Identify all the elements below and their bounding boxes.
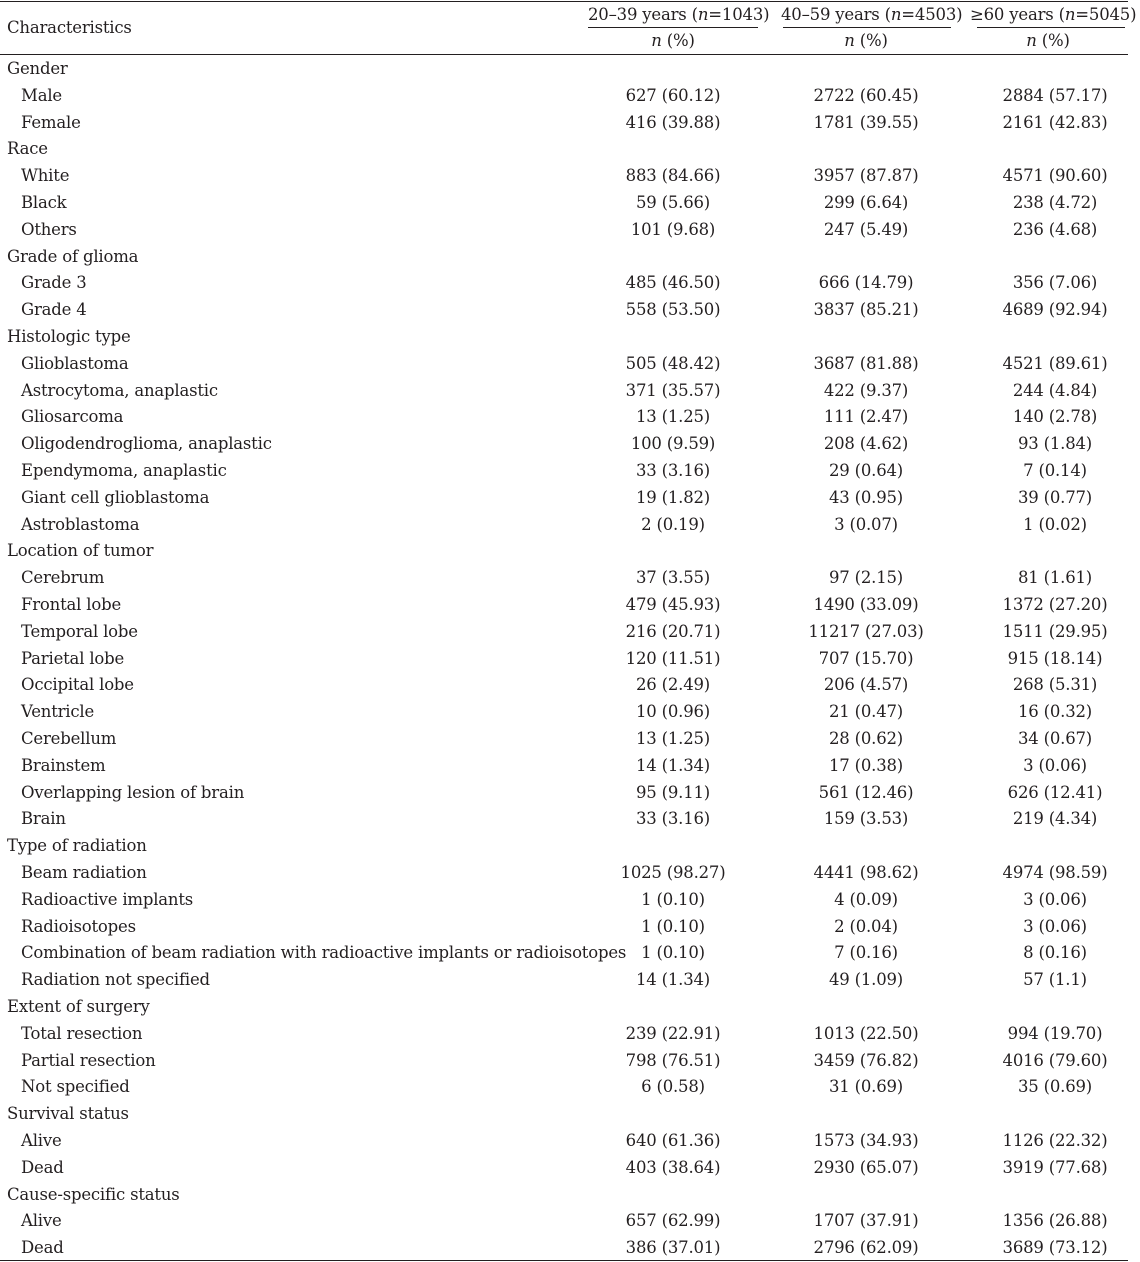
cell-value: 3 (0.06): [1023, 889, 1087, 909]
row-label: Occipital lobe: [21, 675, 134, 695]
cell-value: 883 (84.66): [625, 166, 721, 186]
cell-value: 208 (4.62): [823, 434, 909, 454]
cell-value: 10 (0.96): [635, 702, 711, 722]
cell-value: 627 (60.12): [625, 85, 721, 105]
cell-value: 14 (1.34): [635, 755, 711, 775]
cell-value: 666 (14.79): [818, 273, 914, 293]
row-label: Parietal lobe: [21, 648, 125, 668]
table-row: [0, 672, 1128, 699]
col-unit-60-plus: n (%): [1026, 31, 1070, 50]
table-row: [0, 431, 1128, 458]
cell-value: 159 (3.53): [823, 809, 909, 829]
cell-value: 33 (3.16): [635, 461, 711, 480]
col-rule-60-plus: [977, 27, 1125, 28]
cell-value: 49 (1.09): [828, 970, 904, 990]
cell-value: 657 (62.99): [625, 1211, 721, 1231]
cell-value: 95 (9.11): [635, 782, 711, 802]
table-row: [0, 110, 1128, 137]
row-label: Oligodendroglioma, anaplastic: [21, 434, 272, 454]
cell-value: 120 (11.51): [625, 648, 721, 668]
cell-value: 640 (61.36): [625, 1131, 721, 1150]
cell-value: 1372 (27.20): [1002, 595, 1108, 614]
cell-value: 14 (1.34): [635, 970, 711, 990]
cell-value: 371 (35.57): [625, 380, 721, 400]
row-label: Alive: [21, 1211, 62, 1231]
cell-value: 101 (9.68): [630, 219, 716, 239]
table-row: [0, 860, 1128, 887]
cell-value: 219 (4.34): [1012, 809, 1098, 829]
row-label: Total resection: [21, 1023, 143, 1043]
cell-value: 2722 (60.45): [813, 85, 919, 105]
row-label: Grade 4: [21, 300, 87, 320]
table-row: [0, 1021, 1128, 1048]
cell-value: 2930 (65.07): [813, 1157, 919, 1177]
cell-value: 35 (0.69): [1017, 1077, 1093, 1097]
cell-value: 111 (2.47): [823, 407, 909, 427]
table-row: [0, 726, 1128, 753]
col-header-20-39: 20–39 years (n=1043): [588, 5, 770, 24]
cell-value: 1 (0.02): [1023, 514, 1087, 534]
cell-value: 43 (0.95): [828, 487, 904, 507]
cell-value: 626 (12.41): [1007, 782, 1103, 802]
cell-value: 100 (9.59): [630, 434, 716, 454]
category-label: Location of tumor: [7, 541, 154, 561]
table-row: [0, 1208, 1128, 1235]
col-rule-40-59: [783, 27, 951, 28]
category-label: Histologic type: [7, 327, 131, 346]
cell-value: 11217 (27.03): [808, 621, 924, 641]
cell-value: 2796 (62.09): [813, 1238, 919, 1258]
cell-value: 1707 (37.91): [813, 1211, 919, 1231]
row-label: Alive: [21, 1131, 62, 1150]
table-row: [0, 565, 1128, 592]
row-label: Female: [21, 112, 81, 132]
row-label: Black: [21, 193, 67, 212]
row-label: Others: [21, 219, 77, 239]
cell-value: 3687 (81.88): [813, 353, 919, 373]
cell-value: 236 (4.68): [1012, 219, 1098, 239]
table-row: [0, 780, 1128, 807]
category-row: [0, 136, 1128, 163]
cell-value: 1 (0.10): [641, 889, 705, 909]
cell-value: 1356 (26.88): [1002, 1211, 1108, 1231]
category-row: [0, 833, 1128, 860]
cell-value: 4571 (90.60): [1002, 166, 1108, 186]
table-row: [0, 592, 1128, 619]
cell-value: 6 (0.58): [641, 1077, 705, 1097]
cell-value: 28 (0.62): [828, 729, 904, 748]
table-row: [0, 1048, 1128, 1075]
table-row: [0, 646, 1128, 673]
cell-value: 13 (1.25): [635, 729, 711, 748]
col-header-60-plus: ≥60 years (n=5045): [970, 5, 1137, 24]
cell-value: 57 (1.1): [1023, 970, 1087, 990]
table-row: [0, 217, 1128, 244]
row-label: Not specified: [21, 1077, 130, 1097]
category-row: [0, 324, 1128, 351]
row-label: Beam radiation: [21, 863, 147, 882]
cell-value: 39 (0.77): [1017, 487, 1093, 507]
cell-value: 3 (0.06): [1023, 755, 1087, 775]
col-unit-20-39: n (%): [651, 31, 695, 50]
cell-value: 37 (3.55): [635, 568, 711, 588]
cell-value: 299 (6.64): [823, 193, 909, 212]
table-row: [0, 512, 1128, 539]
table-row: [0, 753, 1128, 780]
category-row: [0, 56, 1128, 83]
cell-value: 16 (0.32): [1017, 702, 1093, 722]
table-row: [0, 1155, 1128, 1182]
category-row: [0, 244, 1128, 271]
bottom-rule: [0, 1260, 1128, 1261]
cell-value: 17 (0.38): [828, 755, 904, 775]
cell-value: 93 (1.84): [1017, 434, 1093, 454]
cell-value: 244 (4.84): [1012, 380, 1098, 400]
cell-value: 1025 (98.27): [620, 863, 726, 882]
cell-value: 4974 (98.59): [1002, 863, 1108, 882]
row-label: Frontal lobe: [21, 595, 122, 614]
cell-value: 1781 (39.55): [813, 112, 919, 132]
cell-value: 2161 (42.83): [1002, 112, 1108, 132]
cell-value: 140 (2.78): [1012, 407, 1098, 427]
cell-value: 206 (4.57): [823, 675, 909, 695]
cell-value: 558 (53.50): [625, 300, 721, 320]
cell-value: 8 (0.16): [1023, 943, 1087, 963]
row-label: Gliosarcoma: [21, 407, 124, 427]
row-label: Dead: [21, 1238, 64, 1258]
cell-value: 3689 (73.12): [1002, 1238, 1108, 1258]
table-row: [0, 163, 1128, 190]
row-label: Radioactive implants: [21, 889, 194, 909]
category-row: [0, 994, 1128, 1021]
row-label: Ventricle: [21, 702, 95, 722]
table-row: [0, 967, 1128, 994]
cell-value: 33 (3.16): [635, 809, 711, 829]
row-label: Glioblastoma: [21, 353, 129, 373]
cell-value: 238 (4.72): [1012, 193, 1098, 212]
cell-value: 4016 (79.60): [1002, 1050, 1108, 1070]
category-row: [0, 1101, 1128, 1128]
cell-value: 1 (0.10): [641, 943, 705, 963]
category-label: Extent of surgery: [7, 997, 150, 1016]
cell-value: 416 (39.88): [625, 112, 721, 132]
row-label: Overlapping lesion of brain: [21, 782, 245, 802]
cell-value: 7 (0.16): [834, 943, 898, 963]
table-row: [0, 351, 1128, 378]
top-rule: [0, 1, 1128, 2]
cell-value: 2884 (57.17): [1002, 85, 1108, 105]
cell-value: 21 (0.47): [828, 702, 904, 722]
table-row: [0, 1235, 1128, 1262]
cell-value: 798 (76.51): [625, 1050, 721, 1070]
cell-value: 403 (38.64): [625, 1157, 721, 1177]
row-label: Giant cell glioblastoma: [21, 487, 210, 507]
row-label: Brainstem: [21, 755, 106, 775]
cell-value: 3957 (87.87): [813, 166, 919, 186]
table-row: [0, 270, 1128, 297]
cell-value: 1511 (29.95): [1002, 621, 1108, 641]
cell-value: 59 (5.66): [635, 193, 711, 212]
row-label: Grade 3: [21, 273, 87, 293]
cell-value: 216 (20.71): [625, 621, 721, 641]
category-row: [0, 538, 1128, 565]
cell-value: 2 (0.04): [834, 916, 898, 936]
row-label: Cerebellum: [21, 729, 117, 748]
cell-value: 4 (0.09): [834, 889, 898, 909]
row-label: Temporal lobe: [21, 621, 138, 641]
row-label: Partial resection: [21, 1050, 156, 1070]
table-row: [0, 404, 1128, 431]
row-label: Radiation not specified: [21, 970, 210, 990]
cell-value: 3 (0.06): [1023, 916, 1087, 936]
category-label: Gender: [7, 59, 68, 78]
cell-value: 4689 (92.94): [1002, 300, 1108, 320]
table-row: [0, 485, 1128, 512]
cell-value: 7 (0.14): [1023, 461, 1087, 480]
cell-value: 19 (1.82): [635, 487, 711, 507]
cell-value: 268 (5.31): [1012, 675, 1098, 695]
table-row: [0, 699, 1128, 726]
row-label: Astrocytoma, anaplastic: [21, 380, 218, 400]
col-header-40-59: 40–59 years (n=4503): [781, 5, 963, 24]
table-row: [0, 914, 1128, 941]
cell-value: 422 (9.37): [823, 380, 909, 400]
cell-value: 97 (2.15): [828, 568, 904, 588]
cell-value: 915 (18.14): [1007, 648, 1103, 668]
row-label: Radioisotopes: [21, 916, 136, 936]
cell-value: 386 (37.01): [625, 1238, 721, 1258]
cell-value: 81 (1.61): [1017, 568, 1093, 588]
cell-value: 31 (0.69): [828, 1077, 904, 1097]
col-unit-40-59: n (%): [844, 31, 888, 50]
table-row: [0, 940, 1128, 967]
category-label: Cause-specific status: [7, 1184, 180, 1204]
row-label: Astroblastoma: [21, 514, 140, 534]
category-label: Type of radiation: [7, 836, 147, 856]
cell-value: 247 (5.49): [823, 219, 909, 239]
cell-value: 3459 (76.82): [813, 1050, 919, 1070]
cell-value: 34 (0.67): [1017, 729, 1093, 748]
row-label: Cerebrum: [21, 568, 105, 588]
table-row: [0, 806, 1128, 833]
category-label: Race: [7, 139, 48, 159]
cell-value: 1490 (33.09): [813, 595, 919, 614]
col-rule-20-39: [588, 27, 758, 28]
cell-value: 1013 (22.50): [813, 1023, 919, 1043]
cell-value: 4521 (89.61): [1002, 353, 1108, 373]
row-label: Male: [21, 85, 62, 105]
cell-value: 356 (7.06): [1012, 273, 1098, 293]
row-label: Ependymoma, anaplastic: [21, 461, 227, 480]
cell-value: 239 (22.91): [625, 1023, 721, 1043]
row-label: Dead: [21, 1157, 64, 1177]
cell-value: 479 (45.93): [625, 595, 721, 614]
table-row: [0, 190, 1128, 217]
row-label: Brain: [21, 809, 66, 829]
characteristics-header: Characteristics: [7, 18, 132, 37]
table-row: [0, 1074, 1128, 1101]
row-label: White: [21, 166, 70, 186]
row-label: Combination of beam radiation with radioactive implants or radioisotopes: [21, 943, 627, 963]
category-label: Survival status: [7, 1104, 129, 1124]
cell-value: 561 (12.46): [818, 782, 914, 802]
cell-value: 485 (46.50): [625, 273, 721, 293]
cell-value: 26 (2.49): [635, 675, 711, 695]
category-row: [0, 1182, 1128, 1209]
cell-value: 29 (0.64): [828, 461, 904, 480]
table-row: [0, 619, 1128, 646]
cell-value: 994 (19.70): [1007, 1023, 1103, 1043]
table-row: [0, 1128, 1128, 1155]
table-row: [0, 458, 1128, 485]
cell-value: 1573 (34.93): [813, 1131, 919, 1150]
header-rule: [0, 54, 1128, 55]
cell-value: 1126 (22.32): [1002, 1131, 1108, 1150]
category-label: Grade of glioma: [7, 246, 139, 266]
cell-value: 505 (48.42): [625, 353, 721, 373]
cell-value: 13 (1.25): [635, 407, 711, 427]
cell-value: 2 (0.19): [641, 514, 705, 534]
table-row: [0, 297, 1128, 324]
cell-value: 1 (0.10): [641, 916, 705, 936]
table-row: [0, 83, 1128, 110]
cell-value: 3837 (85.21): [813, 300, 919, 320]
cell-value: 3919 (77.68): [1002, 1157, 1108, 1177]
table-row: [0, 887, 1128, 914]
cell-value: 3 (0.07): [834, 514, 898, 534]
cell-value: 4441 (98.62): [813, 863, 919, 882]
table-row: [0, 378, 1128, 405]
cell-value: 707 (15.70): [818, 648, 914, 668]
